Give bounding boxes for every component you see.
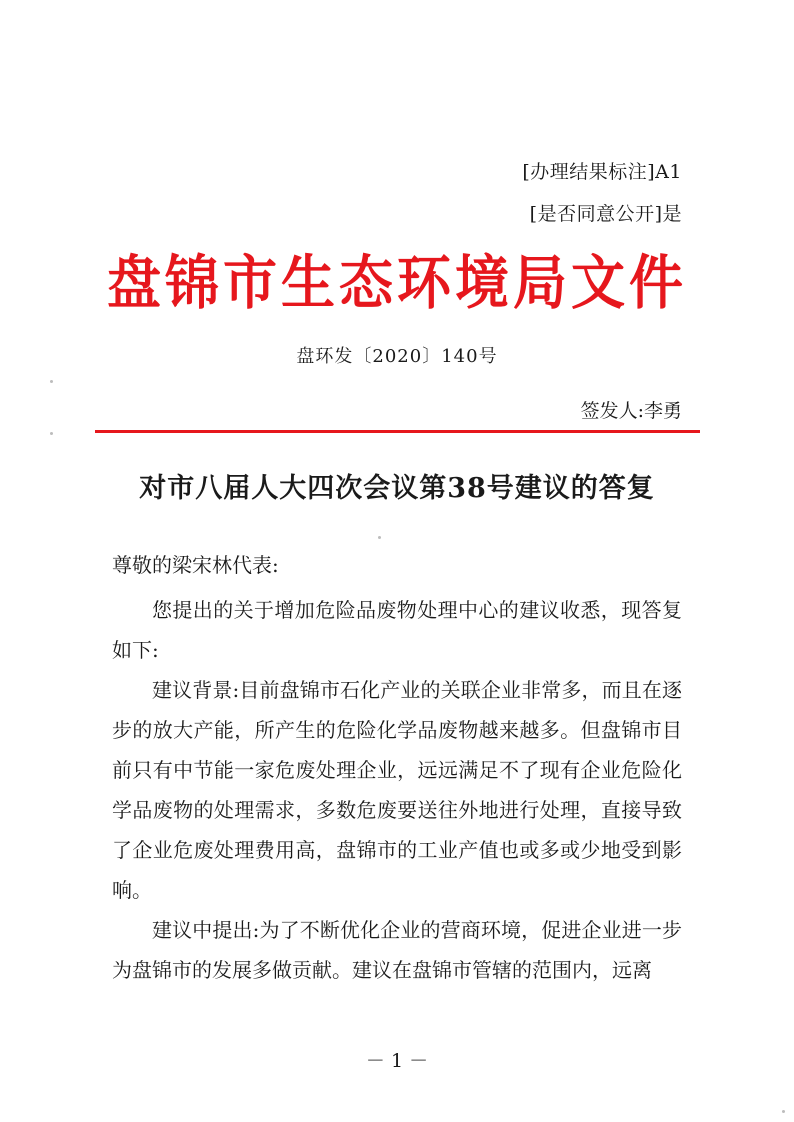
- page-number: － 1 －: [365, 1050, 429, 1072]
- annotation-result-label: [办理结果标注]A1: [522, 161, 682, 183]
- scan-speck: [378, 536, 381, 539]
- body-paragraph-proposal: 建议中提出:为了不断优化企业的营商环境，促进企业进一步为盘锦市的发展多做贡献。建议在盘锦市管辖的范围内，远离: [112, 918, 682, 982]
- body-paragraph-background: 建议背景:目前盘锦市石化产业的关联企业非常多，而且在逐步的放大产能，所产生的危险化学品废物越来越多。但盘锦市目前只有中节能一家危废处理企业，远远满足不了现有企业危险化学品废物的处理需求，多数危废要送往外地进行处理，直接导致了企业危废处理费用高，盘锦市的工业产值也或多或少地受到影响。: [112, 678, 682, 902]
- scan-speck: [50, 380, 53, 383]
- scan-speck: [782, 1110, 785, 1113]
- body-paragraph-intro: 您提出的关于增加危险品废物处理中心的建议收悉，现答复如下:: [112, 598, 682, 662]
- red-divider-line: [95, 430, 700, 433]
- scan-speck: [50, 432, 53, 435]
- document-body: [112, 545, 682, 990]
- signer-label: 签发人:李勇: [580, 400, 682, 422]
- public-consent-label: [是否同意公开]是: [529, 203, 682, 225]
- organization-title: 盘锦市生态环境局文件: [107, 248, 687, 317]
- salutation: 尊敬的梁宋林代表:: [112, 553, 279, 577]
- document-number: 盘环发〔2020〕140号: [296, 346, 498, 367]
- document-title: 对市八届人大四次会议第38号建议的答复: [139, 473, 655, 504]
